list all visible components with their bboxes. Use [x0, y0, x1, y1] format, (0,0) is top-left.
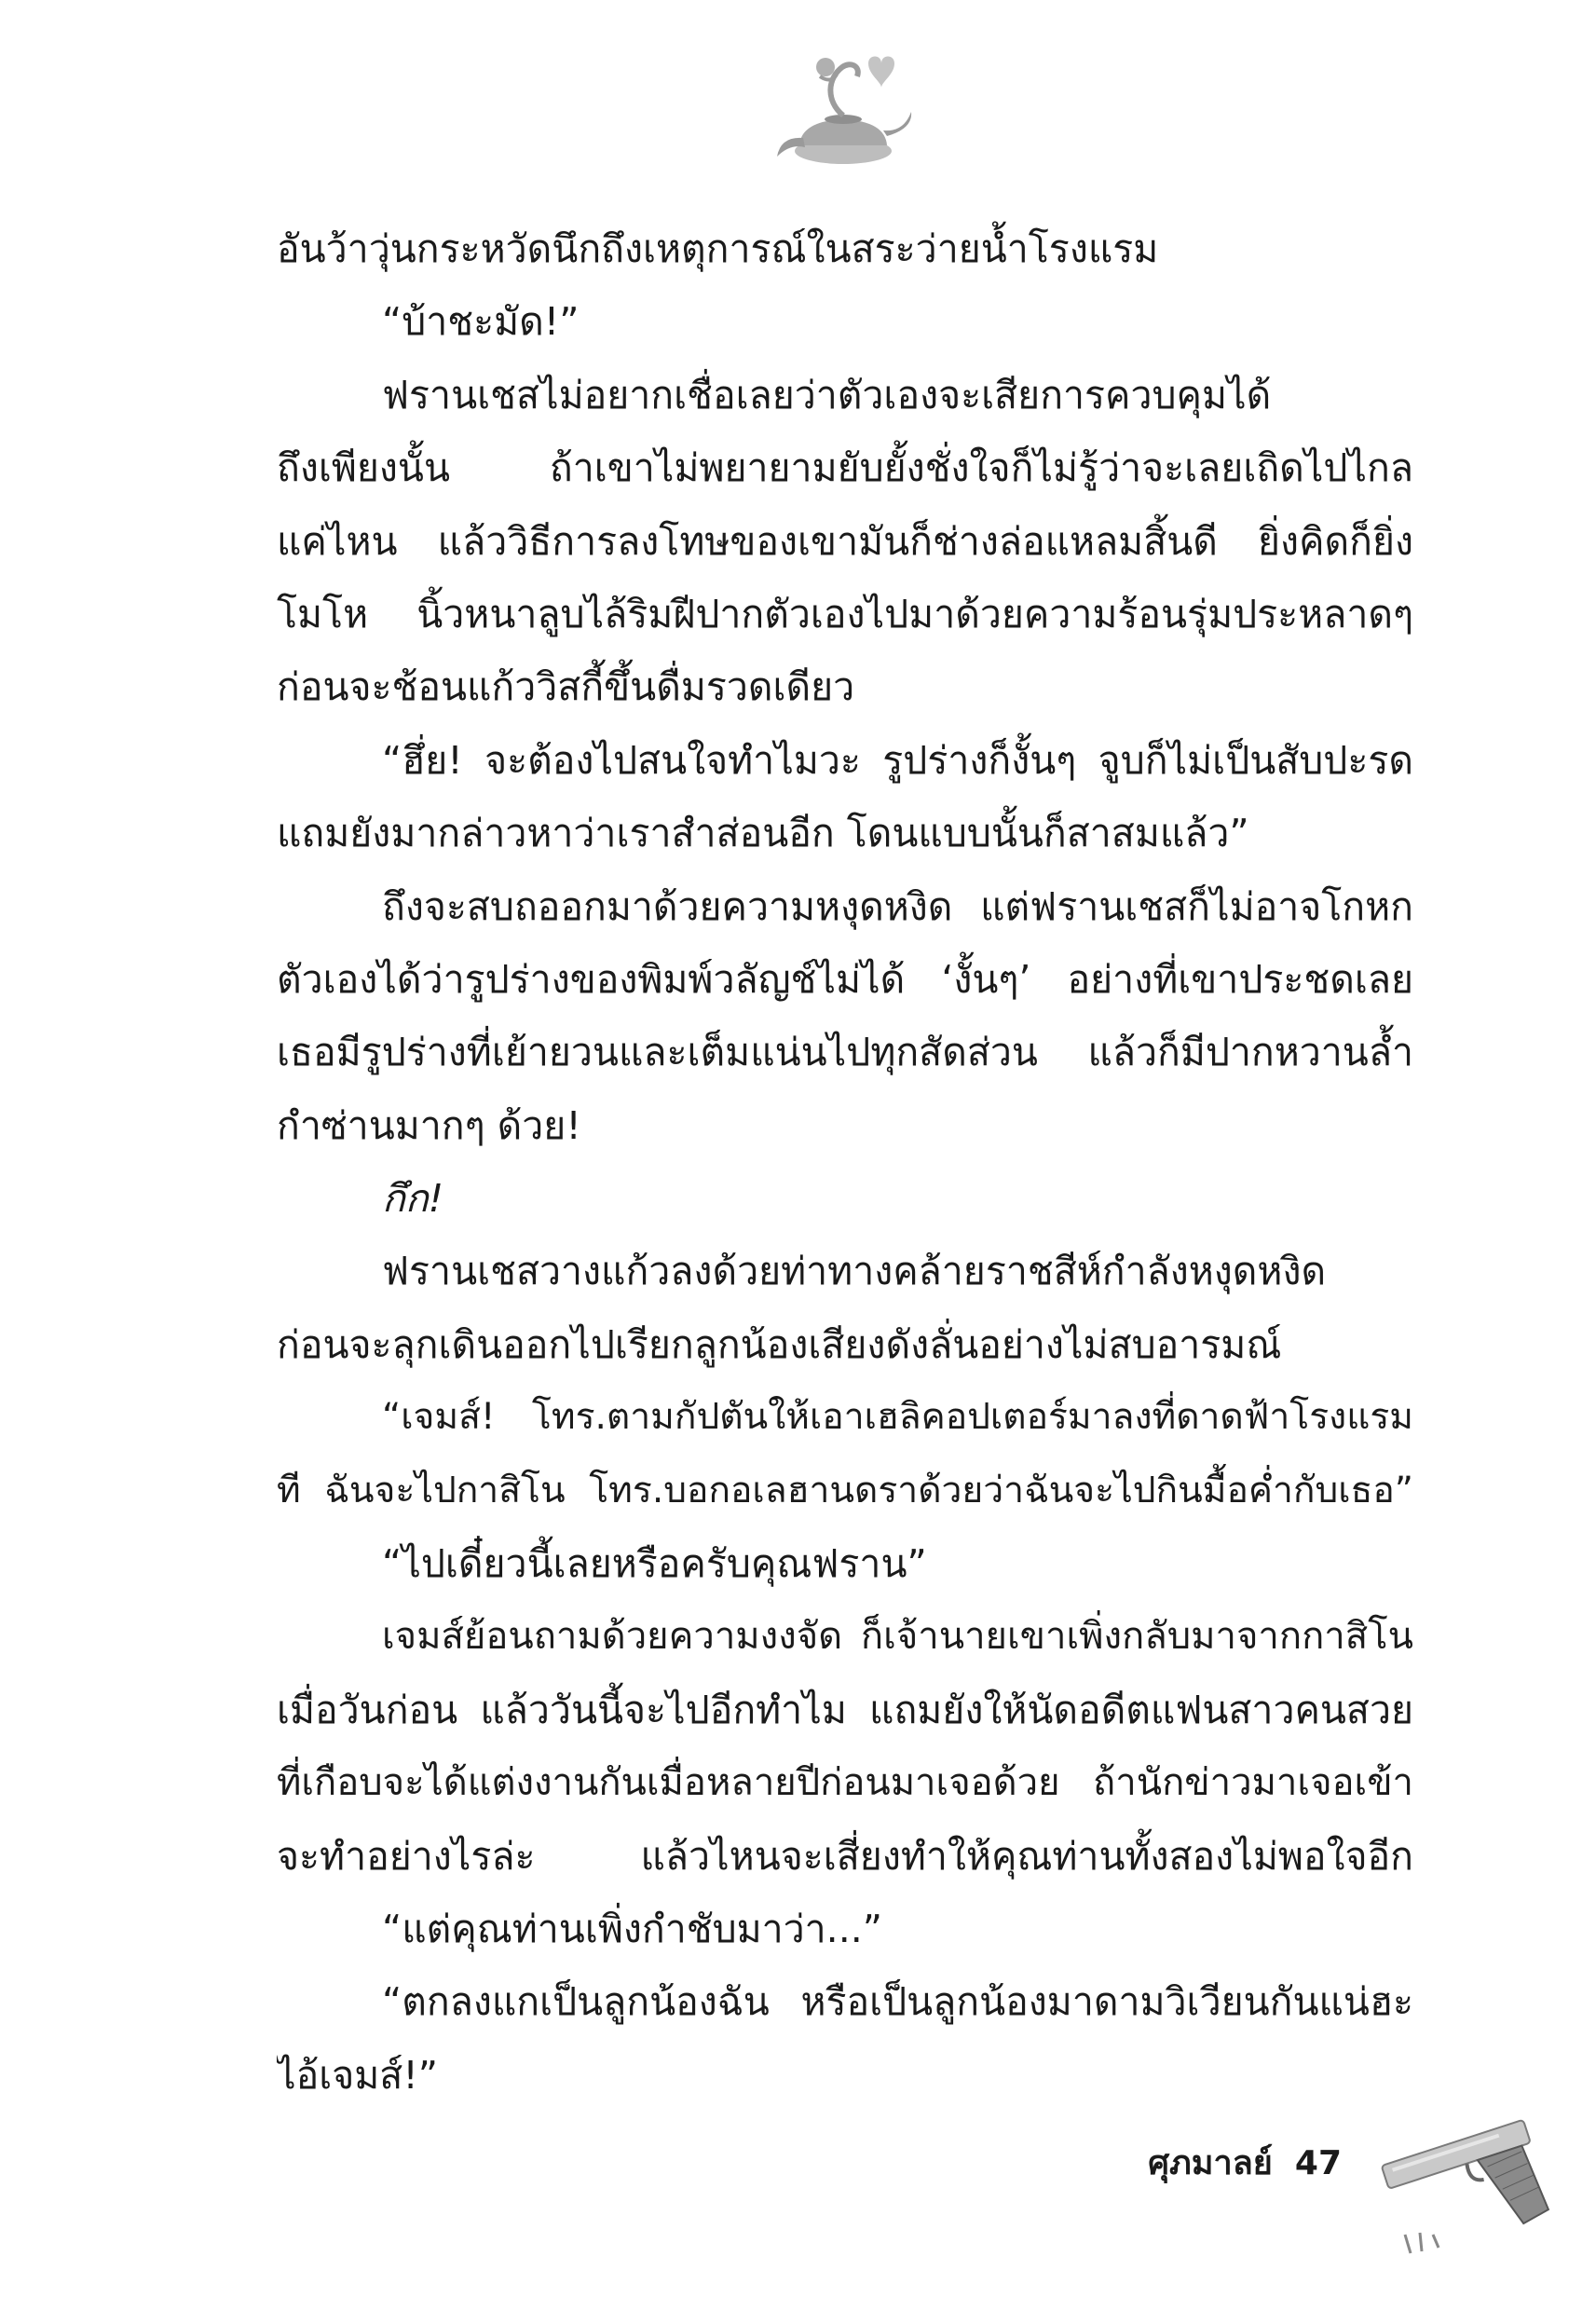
page-footer	[1099, 2136, 1342, 2189]
text-line: แถมยังมากล่าวหาว่าเราสำส่อนอีก โดนแบบนั้นก็สาสมแล้ว”	[277, 811, 1249, 856]
text-line: ถึงเพียงนั้น ถ้าเขาไม่พยายามยับยั้งชั่งใจก็ไม่รู้ว่าจะเลยเถิดไปไกล	[277, 445, 1413, 491]
text-line: “แต่คุณท่านเพิ่งกำชับมาว่า...”	[382, 1906, 883, 1951]
text-line: ไอ้เจมส์!”	[277, 2052, 439, 2098]
text-line: ที่เกือบจะได้แต่งงานกันเมื่อหลายปีก่อนมาเจอด้วย ถ้านักข่าวมาเจอเข้า	[277, 1761, 1413, 1805]
text-line: กึก!	[382, 1176, 444, 1222]
text-line: โมโห นิ้วหนาลูบไล้ริมฝีปากตัวเองไปมาด้วยความร้อนรุ่มประหลาดๆ	[277, 591, 1413, 636]
text-line: “ฮึ่ย! จะต้องไปสนใจทำไมวะ รูปร่างก็งั้นๆ จูบก็ไม่เป็นสับปะรด	[382, 737, 1413, 783]
text-line: อันว้าวุ่นกระหวัดนึกถึงเหตุการณ์ในสระว่ายน้ำโรงแรม	[277, 226, 1159, 271]
text-line: ตัวเองได้ว่ารูปร่างของพิมพ์วลัญช์ไม่ได้ ‘งั้นๆ’ อย่างที่เขาประชดเลย	[277, 956, 1413, 1002]
author-name: ศุภมาลย์	[1148, 2144, 1273, 2182]
teapot-ornament-icon	[764, 47, 922, 186]
pistol-icon	[1368, 2095, 1554, 2263]
text-line: “เจมส์! โทร.ตามกัปตันให้เอาเฮลิคอปเตอร์มาลงที่ดาดฟ้าโรงแรม	[382, 1396, 1413, 1439]
text-line: กำซ่านมากๆ ด้วย!	[277, 1102, 581, 1148]
text-line: ฟรานเชสวางแก้วลงด้วยท่าทางคล้ายราชสีห์กำลังหงุดหงิด	[382, 1249, 1327, 1294]
text-line: เธอมีรูปร่างที่เย้ายวนและเต็มแน่นไปทุกสัดส่วน แล้วก็มีปากหวานล้ำ	[277, 1030, 1413, 1075]
text-line: “บ้าชะมัด!”	[382, 299, 580, 345]
text-line: “ตกลงแกเป็นลูกน้องฉัน หรือเป็นลูกน้องมาดามวิเวียนกันแน่ฮะ	[382, 1979, 1413, 2025]
text-line: ฟรานเชสไม่อยากเชื่อเลยว่าตัวเองจะเสียการควบคุมได้	[382, 372, 1272, 417]
text-line: แค่ไหน แล้ววิธีการลงโทษของเขามันก็ช่างล่อแหลมสิ้นดี ยิ่งคิดก็ยิ่ง	[277, 518, 1413, 564]
text-line: “ไปเดี๋ยวนี้เลยหรือครับคุณฟราน”	[382, 1541, 927, 1587]
page-number: 47	[1294, 2144, 1342, 2182]
text-line: ก่อนจะลุกเดินออกไปเรียกลูกน้องเสียงดังลั่นอย่างไม่สบอารมณ์	[277, 1321, 1282, 1367]
text-line: ถึงจะสบถออกมาด้วยความหงุดหงิด แต่ฟรานเชสก็ไม่อาจโกหก	[382, 883, 1413, 929]
text-line: ก่อนจะช้อนแก้ววิสกี้ขึ้นดื่มรวดเดียว	[277, 664, 855, 710]
body-text	[277, 212, 1413, 2112]
text-line: เจมส์ย้อนถามด้วยความงงจัด ก็เจ้านายเขาเพิ่งกลับมาจากกาสิโน	[382, 1615, 1413, 1659]
text-line: เมื่อวันก่อน แล้ววันนี้จะไปอีกทำไม แถมยังให้นัดอดีตแฟนสาวคนสวย	[277, 1687, 1413, 1732]
text-line: จะทำอย่างไรล่ะ แล้วไหนจะเสี่ยงทำให้คุณท่านทั้งสองไม่พอใจอีก	[277, 1833, 1413, 1879]
text-line: ที ฉันจะไปกาสิโน โทร.บอกอเลฮานดราด้วยว่าฉันจะไปกินมื้อค่ำกับเธอ”	[277, 1469, 1413, 1511]
